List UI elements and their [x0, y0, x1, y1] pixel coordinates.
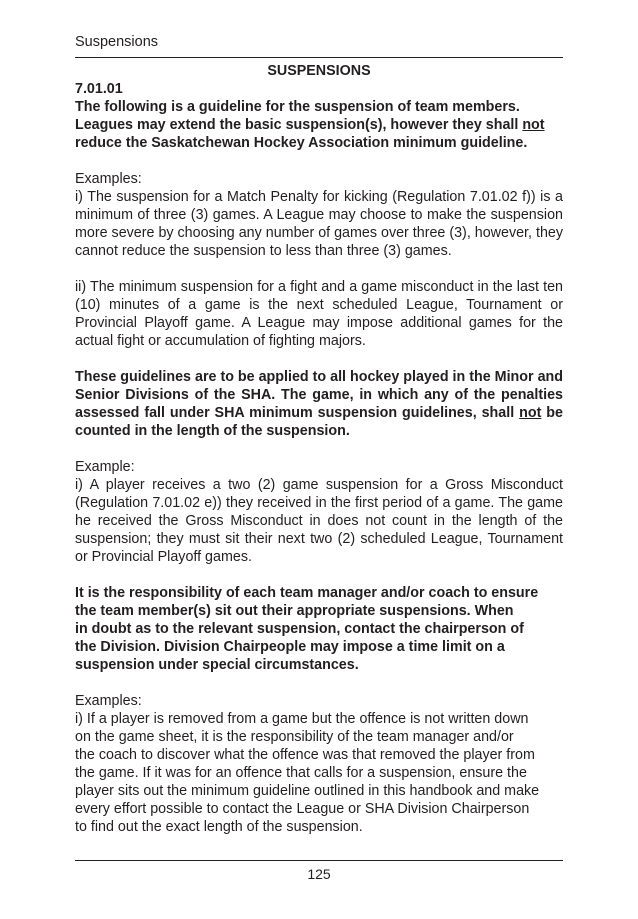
- paragraph-gap: [75, 674, 563, 692]
- guideline-text-after: reduce the Saskatchewan Hockey Association minimum guideline.: [75, 135, 528, 151]
- guideline-scope-paragraph: [75, 368, 563, 440]
- example-heading: Example:: [75, 459, 135, 475]
- example-line: i) If a player is removed from a game but the offence is not written down: [75, 711, 529, 727]
- guideline-text-before: The following is a guideline for the suspension of team members. Leagues may extend the basic suspension(s), however they shall: [75, 99, 523, 133]
- example-line: player sits out the minimum guideline outlined in this handbook and make: [75, 783, 540, 799]
- page-number: 125: [307, 866, 331, 882]
- footer-rule: [75, 860, 563, 861]
- scope-text-before: These guidelines are to be applied to all hockey played in the Minor and Senior Divisions of the SHA. The game, in which any of the penalties assessed fall under SHA minimum suspension guidelines, shall: [75, 369, 563, 421]
- example-match-penalty: i) The suspension for a Match Penalty for kicking (Regulation 7.01.02 f)) is a minimum of three (3) games. A League may choose to make the suspension more severe by choosing any number of games over three (3), however, they cannot reduce the suspension to less than three (3) games.: [75, 189, 563, 259]
- paragraph-gap: [75, 566, 563, 584]
- guideline-paragraph: [75, 98, 563, 152]
- example-line: every effort possible to contact the League or SHA Division Chairperson: [75, 801, 530, 817]
- running-header: Suspensions: [75, 34, 159, 50]
- paragraph-gap: [75, 260, 563, 278]
- section-title: SUSPENSIONS: [267, 63, 371, 79]
- paragraph-gap: [75, 350, 563, 368]
- examples-heading: Examples:: [75, 693, 142, 709]
- scope-underlined-word: not: [519, 405, 542, 421]
- examples-heading: Examples:: [75, 171, 142, 187]
- responsibility-line: suspension under special circumstances.: [75, 657, 359, 673]
- responsibility-line: It is the responsibility of each team manager and/or coach to ensure: [75, 585, 539, 601]
- paragraph-gap: [75, 440, 563, 458]
- guideline-underlined-word: not: [522, 117, 545, 133]
- responsibility-paragraph: [75, 584, 563, 674]
- header-rule: [75, 57, 563, 58]
- example-line: the coach to discover what the offence was that removed the player from: [75, 747, 535, 763]
- example-line: the game. If it was for an offence that calls for a suspension, ensure the: [75, 765, 527, 781]
- page-content: [75, 62, 563, 836]
- section-number: 7.01.01: [75, 81, 123, 97]
- example-fight-misconduct: ii) The minimum suspension for a fight and a game misconduct in the last ten (10) minutes of a game is the next scheduled League, Tournament or Provincial Playoff game. A League may impose additional games for the actual fight or accumulation of fighting majors.: [75, 279, 563, 349]
- example-gross-misconduct: i) A player receives a two (2) game suspension for a Gross Misconduct (Regulation 7.01.02 e)) they received in the first period of a game. The game he received the Gross Misconduct in does not count in the length of the suspension; they must sit their next two (2) scheduled League, Tournament or Provincial Playoff games.: [75, 477, 563, 565]
- responsibility-line: in doubt as to the relevant suspension, contact the chairperson of: [75, 621, 524, 637]
- paragraph-gap: [75, 152, 563, 170]
- responsibility-line: the team member(s) sit out their appropriate suspensions. When: [75, 603, 514, 619]
- example-line: to find out the exact length of the suspension.: [75, 819, 363, 835]
- scope-text-after: be counted in the length of the suspension.: [75, 405, 563, 439]
- responsibility-line: the Division. Division Chairpeople may impose a time limit on a: [75, 639, 505, 655]
- example-unrecorded-offence: [75, 710, 563, 836]
- example-line: on the game sheet, it is the responsibility of the team manager and/or: [75, 729, 514, 745]
